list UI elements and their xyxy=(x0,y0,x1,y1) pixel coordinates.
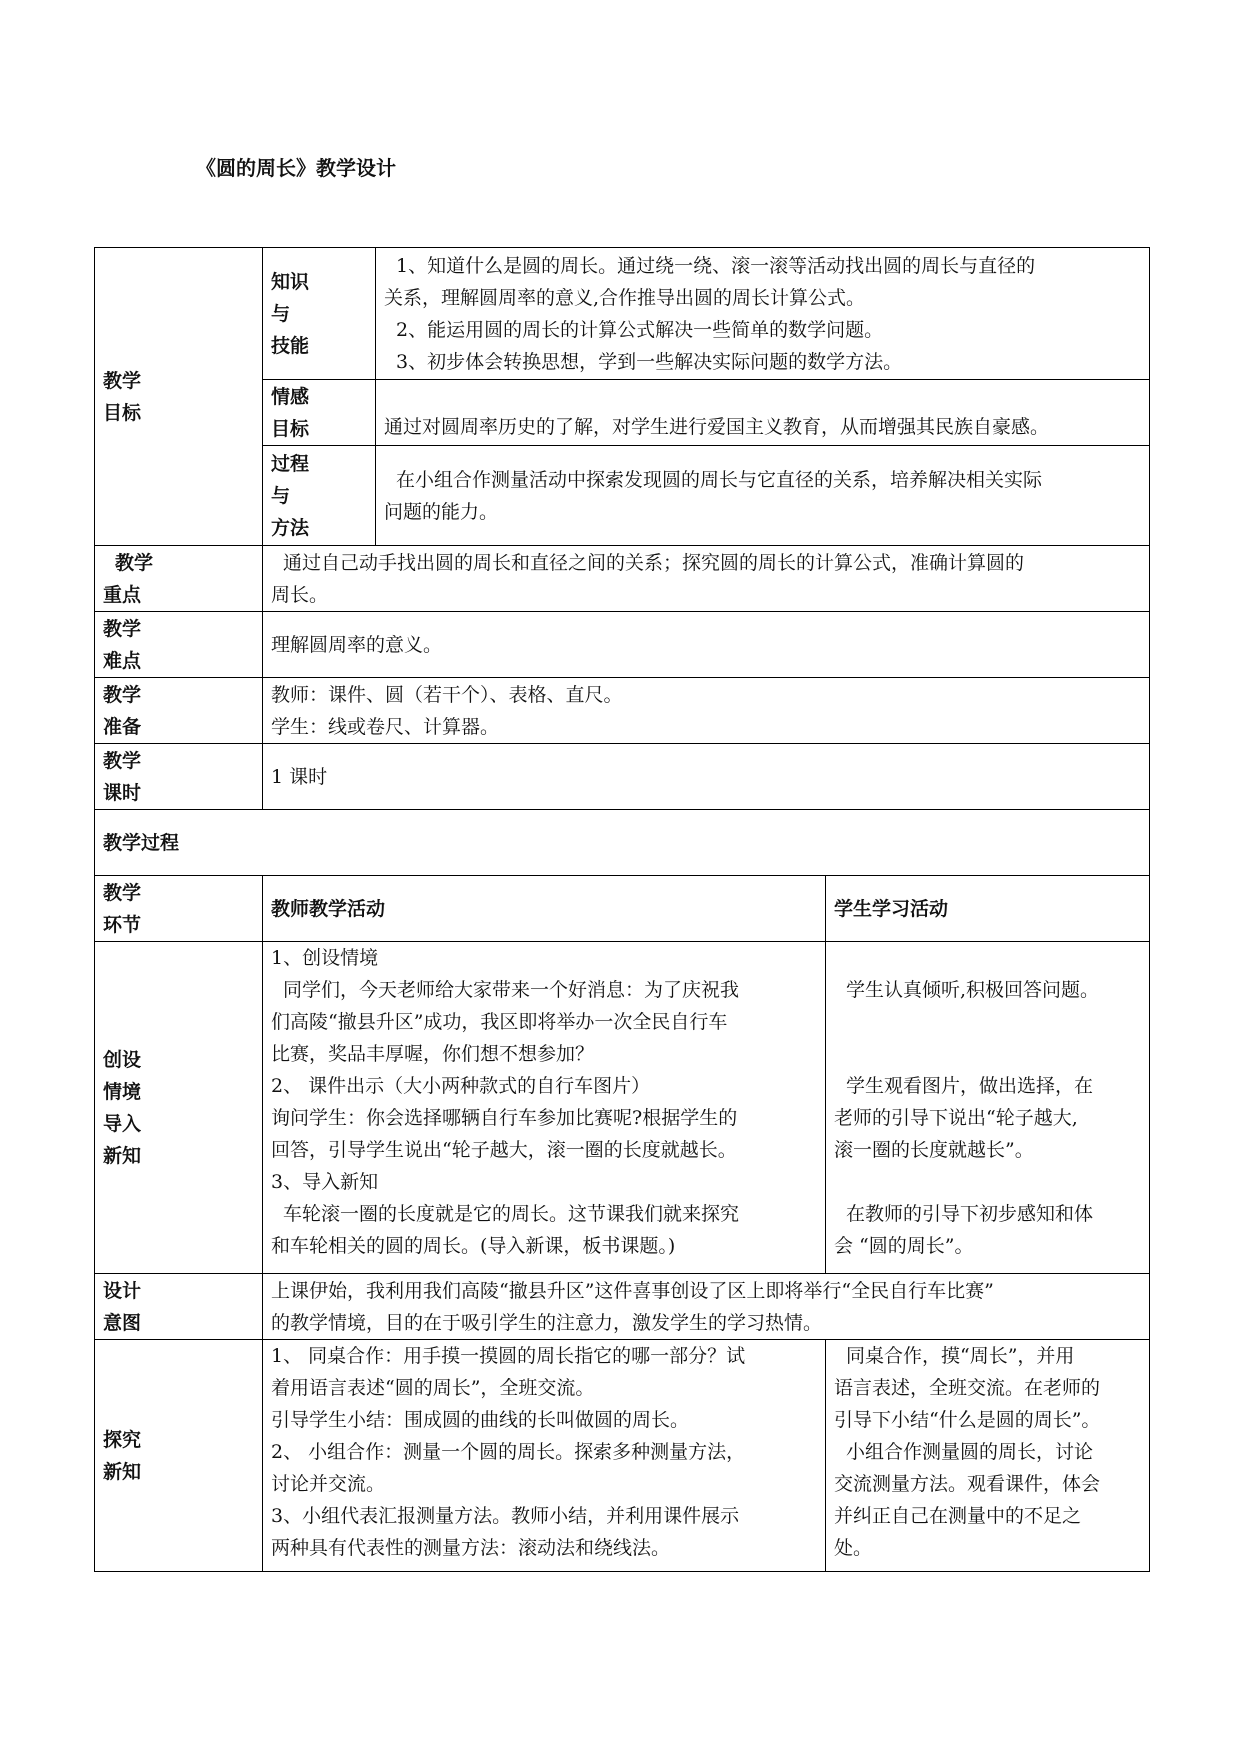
key-point-row xyxy=(95,546,1150,612)
stage-column-header: 教学 环节 xyxy=(95,876,263,942)
design-intent-content: 上课伊始，我利用我们高陵“撤县升区”这件喜事创设了区上即将举行“全民自行车比赛” 的教学情境，目的在于吸引学生的注意力，激发学生的学习热情。 xyxy=(263,1274,1150,1340)
duration-row xyxy=(95,744,1150,810)
stage2-row xyxy=(95,1340,1150,1572)
key-point-label: 教学 重点 xyxy=(95,546,263,612)
student-column-header: 学生学习活动 xyxy=(826,876,1150,942)
objectives-knowledge-row xyxy=(95,248,1150,380)
stage1-student-activity: 学生认真倾听,积极回答问题。 学生观看图片，做出选择，在 老师的引导下说出“轮子越大, 滚一圈的长度就越长”。 在教师的引导下初步感知和体 会 “圆的周长”。 xyxy=(826,942,1150,1274)
process-header: 教学过程 xyxy=(95,810,1150,876)
knowledge-content: 1、知道什么是圆的周长。通过绕一绕、滚一滚等活动找出圆的周长与直径的 关系，理解圆周率的意义,合作推导出圆的周长计算公式。 2、能运用圆的周长的计算公式解决一些简单的数学问题。 3、初步体会转换思想，学到一些解决实际问题的数学方法。 xyxy=(376,248,1150,380)
column-header-row xyxy=(95,876,1150,942)
stage2-teacher-activity: 1、 同桌合作：用手摸一摸圆的周长指它的哪一部分？试 着用语言表述“圆的周长”，全班交流。 引导学生小结：围成圆的曲线的长叫做圆的周长。 2、 小组合作：测量一个圆的周长。探索多种测量方法， 讨论并交流。 3、小组代表汇报测量方法。教师小结，并利用课件展示 两种具有代表性的测量方法：滚动法和绕线法。 xyxy=(263,1340,826,1572)
knowledge-label: 知识 与 技能 xyxy=(263,248,376,380)
key-point-content: 通过自己动手找出圆的周长和直径之间的关系；探究圆的周长的计算公式，准确计算圆的 周长。 xyxy=(263,546,1150,612)
process-method-content: 在小组合作测量活动中探索发现圆的周长与它直径的关系，培养解决相关实际 问题的能力。 xyxy=(376,446,1150,546)
process-header-row xyxy=(95,810,1150,876)
lesson-plan-table xyxy=(94,247,1150,1572)
difficulty-row xyxy=(95,612,1150,678)
stage2-student-activity: 同桌合作，摸“周长”，并用 语言表述，全班交流。在老师的 引导下小结“什么是圆的周长”。 小组合作测量圆的周长，讨论 交流测量方法。观看课件，体会 并纠正自己在测量中的不足之 处。 xyxy=(826,1340,1150,1572)
teacher-column-header: 教师教学活动 xyxy=(263,876,826,942)
emotion-label: 情感 目标 xyxy=(263,380,376,446)
preparation-label: 教学 准备 xyxy=(95,678,263,744)
duration-content: 1 课时 xyxy=(263,744,1150,810)
objectives-label: 教学 目标 xyxy=(95,248,263,546)
design-intent-row xyxy=(95,1274,1150,1340)
document-title: 《圆的周长》教学设计 xyxy=(196,156,396,180)
difficulty-content: 理解圆周率的意义。 xyxy=(263,612,1150,678)
duration-label: 教学 课时 xyxy=(95,744,263,810)
stage2-label: 探究 新知 xyxy=(95,1340,263,1572)
preparation-row xyxy=(95,678,1150,744)
process-method-label: 过程 与 方法 xyxy=(263,446,376,546)
preparation-content: 教师：课件、圆（若干个）、表格、直尺。 学生：线或卷尺、计算器。 xyxy=(263,678,1150,744)
stage1-label: 创设 情境 导入 新知 xyxy=(95,942,263,1274)
emotion-content: 通过对圆周率历史的了解，对学生进行爱国主义教育，从而增强其民族自豪感。 xyxy=(376,380,1150,446)
stage1-teacher-activity: 1、创设情境 同学们，今天老师给大家带来一个好消息：为了庆祝我 们高陵“撤县升区”成功，我区即将举办一次全民自行车 比赛，奖品丰厚喔，你们想不想参加？ 2、 课件出示（大小两种款式的自行车图片） 询问学生：你会选择哪辆自行车参加比赛呢?根据学生的 回答，引导学生说出“轮子越大，滚一圈的长度就越长。 3、导入新知 车轮滚一圈的长度就是它的周长。这节课我们就来探究 和车轮相关的圆的周长。(导入新课，板书课题。) xyxy=(263,942,826,1274)
design-intent-label: 设计 意图 xyxy=(95,1274,263,1340)
difficulty-label: 教学 难点 xyxy=(95,612,263,678)
stage1-row xyxy=(95,942,1150,1274)
